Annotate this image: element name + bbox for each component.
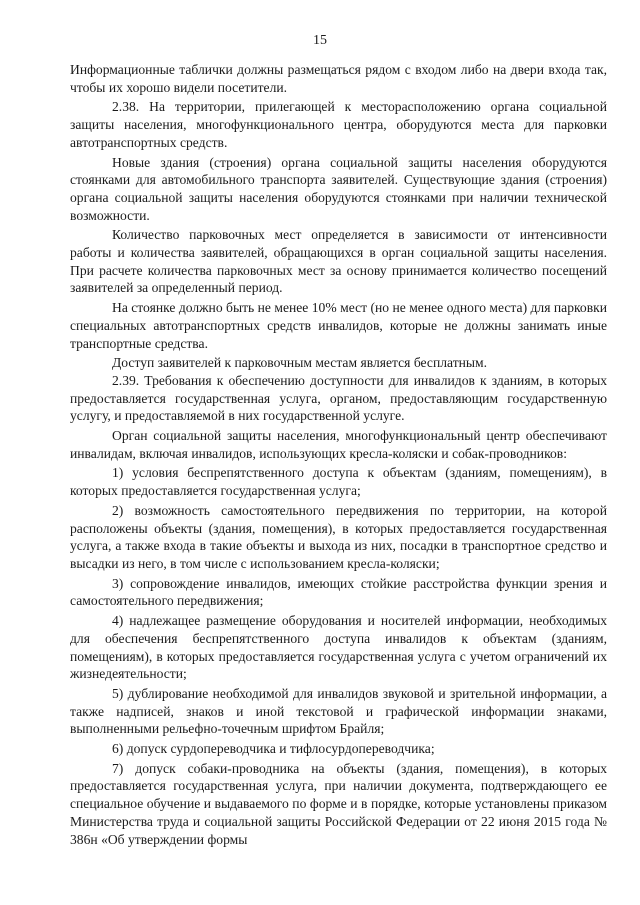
list-item-1: 1) условия беспрепятственного доступа к объектам (зданиям, помещениям), в которых предоставляется государственная услуга;: [70, 465, 607, 499]
paragraph-parking-count: Количество парковочных мест определяется в зависимости от интенсивности работы и количества заявителей, обращающихся в орган социальной защиты населения. При расчете количества парковочных мест за основу принимается количество посещений заявителей за определенный период.: [70, 227, 607, 296]
list-item-7: 7) допуск собаки-проводника на объекты (здания, помещения), в которых предоставляется государственная услуга, при наличии документа, подтверждающего ее специальное обучение и выдаваемого по форме и в порядке, которые установлены приказом Министерства труда и социальной защиты Российской Федерации от 22 июня 2015 года № 386н «Об утверждении формы: [70, 760, 607, 847]
paragraph-organ-provides: Орган социальной защиты населения, многофункциональный центр обеспечивают инвалидам, включая инвалидов, использующих кресла-коляски и собак-проводников:: [70, 428, 607, 461]
paragraph-2-39: 2.39. Требования к обеспечению доступности для инвалидов к зданиям, в которых предоставляется государственная услуга, органом, предоставляющим государственную услугу, и предоставляемой в них государственной услуге.: [70, 372, 607, 424]
paragraph-new-buildings: Новые здания (строения) органа социальной защиты населения оборудуются стоянками для автомобильного транспорта заявителей. Существующие здания (строения) органа социальной защиты населения оборудуются стоянками при наличии технической возможности.: [70, 154, 607, 223]
page-number: 15: [313, 33, 327, 48]
paragraph-free-access: Доступ заявителей к парковочным местам является бесплатным.: [112, 355, 488, 371]
list-item-4: 4) надлежащее размещение оборудования и носителей информации, необходимых для обеспечения беспрепятственного доступа инвалидов к объектам (зданиям, помещениям), в которых предоставляется государственная услуга с учетом ограничений их жизнедеятельности;: [70, 613, 607, 682]
document-body: [70, 61, 607, 848]
paragraph-2-38: 2.38. На территории, прилегающей к месторасположению органа социальной защиты населения, многофункционального центра, оборудуются места для парковки автотранспортных средств.: [70, 99, 607, 150]
list-item-5: 5) дублирование необходимой для инвалидов звуковой и зрительной информации, а также надписей, знаков и иной текстовой и графической информации знаками, выполненными рельефно-точечным шрифтом Брайля;: [70, 685, 607, 737]
paragraph-signage: Информационные таблички должны размещаться рядом с входом либо на двери входа так, чтобы их хорошо видели посетители.: [70, 62, 607, 95]
list-item-6: 6) допуск сурдопереводчика и тифлосурдопереводчика;: [112, 741, 435, 757]
list-item-2: 2) возможность самостоятельного передвижения по территории, на которой расположены объекты (здания, помещения), в которых предоставляется государственная услуга, а также входа в такие объекты и выхода из них, посадки в транспортное средство и высадки из него, в том числе с использованием кресла-коляски;: [70, 502, 607, 571]
list-item-3: 3) сопровождение инвалидов, имеющих стойкие расстройства функции зрения и самостоятельного передвижения;: [70, 575, 607, 609]
paragraph-disabled-parking: На стоянке должно быть не менее 10% мест (но не менее одного места) для парковки специальных автотранспортных средств инвалидов, которые не должны занимать иные транспортные средства.: [70, 300, 607, 351]
